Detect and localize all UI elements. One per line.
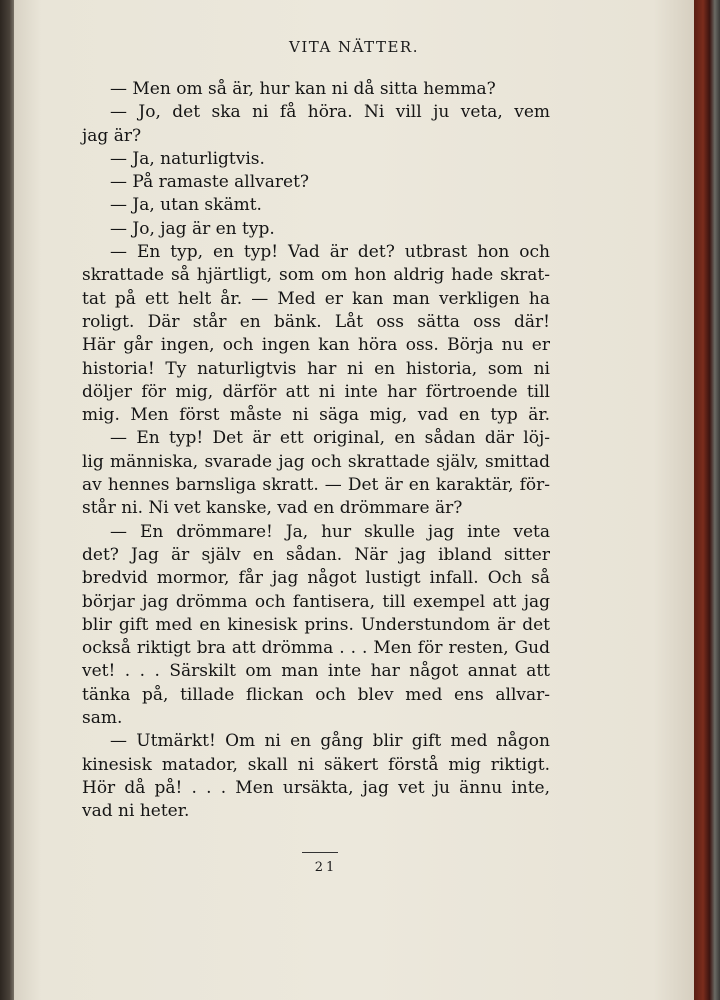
text-line: Hör då på! . . . Men ursäkta, jag vet ju ännu inte, (82, 777, 550, 798)
page-number-rule (302, 852, 338, 853)
text-line: av hennes barnsliga skratt. — Det är en karaktär, för- (82, 475, 550, 496)
text-line: sam. (82, 708, 123, 729)
text-line: bredvid mormor, får jag något lustigt infall. Och så (82, 568, 550, 589)
text-line: — På ramaste allvaret? (110, 172, 310, 193)
text-line: — Ja, naturligtvis. (110, 148, 265, 169)
text-line: mig. Men först måste ni säga mig, vad en typ är. (82, 405, 550, 426)
text-line: — Jo, jag är en typ. (110, 218, 275, 239)
body-text (82, 78, 550, 824)
text-line: står ni. Ni vet kanske, vad en drömmare är? (82, 498, 463, 519)
text-line: kinesisk matador, skall ni säkert förstå mig riktigt. (82, 754, 550, 775)
text-line: — En drömmare! Ja, hur skulle jag inte veta (110, 521, 550, 542)
text-line: lig människa, svarade jag och skrattade själv, smittad (82, 451, 550, 472)
text-line: börjar jag drömma och fantisera, till exempel att jag (82, 591, 550, 612)
text-line: det? Jag är själv en sådan. När jag ibland sitter (82, 544, 550, 565)
text-line: — Jo, det ska ni få höra. Ni vill ju veta, vem (110, 102, 550, 123)
page-number: 21 (314, 860, 338, 875)
text-line: blir gift med en kinesisk prins. Understundom är det (82, 614, 550, 635)
text-line: — Men om så är, hur kan ni då sitta hemma? (110, 79, 496, 99)
text-line: jag är? (82, 125, 142, 146)
text-line: — En typ, en typ! Vad är det? utbrast hon och (110, 242, 550, 263)
text-line: historia! Ty naturligtvis har ni en historia, som ni (82, 358, 550, 379)
text-line: skrattade så hjärtligt, som om hon aldrig hade skrat- (82, 265, 550, 286)
text-line: Här går ingen, och ingen kan höra oss. Börja nu er (82, 335, 550, 356)
text-line: också riktigt bra att drömma . . . Men för resten, Gud (82, 638, 550, 659)
text-line: — Ja, utan skämt. (110, 195, 262, 216)
book-cover-edge (694, 0, 720, 1000)
text-line: — Utmärkt! Om ni en gång blir gift med någon (110, 731, 550, 752)
running-head: VITA NÄTTER. (289, 38, 419, 56)
text-line: vet! . . . Särskilt om man inte har något annat att (82, 661, 550, 682)
text-line: — En typ! Det är ett original, en sådan där löj- (110, 428, 550, 449)
text-line: roligt. Där står en bänk. Låt oss sätta oss där! (82, 311, 550, 332)
text-line: tänka på, tillade flickan och blev med ens allvar- (82, 684, 550, 705)
text-line: döljer för mig, därför att ni inte har förtroende till (82, 381, 550, 402)
text-line: tat på ett helt år. — Med er kan man verkligen ha (82, 288, 550, 309)
text-line: vad ni heter. (82, 801, 190, 822)
